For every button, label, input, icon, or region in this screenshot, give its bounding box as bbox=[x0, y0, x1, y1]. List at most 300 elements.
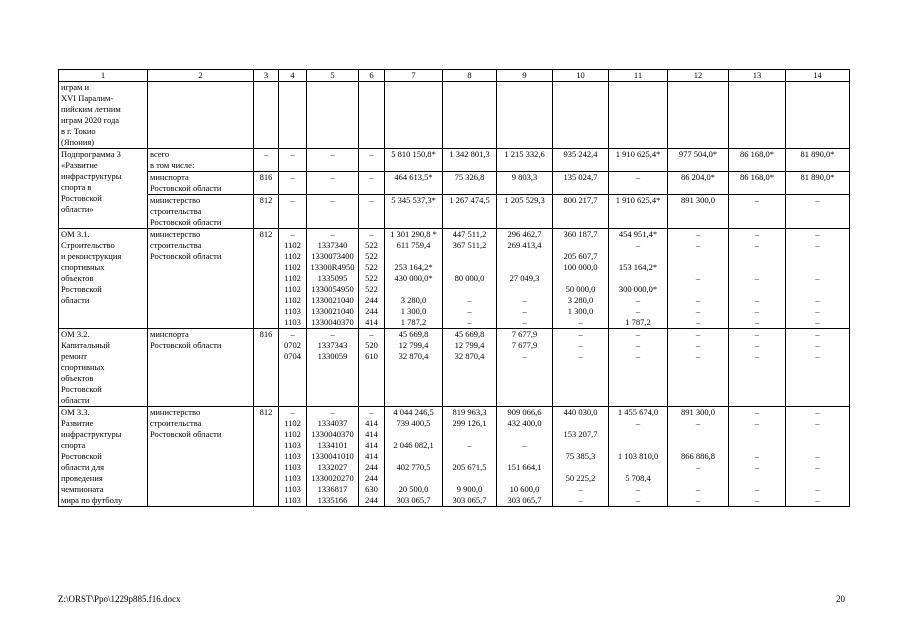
executor-cell bbox=[148, 229, 254, 329]
stacked-value: 13300R4950 bbox=[310, 262, 355, 272]
stacked-value: 414 bbox=[365, 317, 378, 327]
stacked-value: – bbox=[635, 418, 641, 428]
code-cell: 816 bbox=[254, 329, 279, 407]
stacked-value bbox=[731, 429, 783, 440]
stacked-value: 360 187,7 bbox=[563, 229, 598, 239]
stacked-value: – bbox=[754, 462, 760, 472]
stacked-value: 0702 bbox=[284, 340, 301, 350]
stacked-value: 4 044 246,5 bbox=[393, 407, 434, 417]
cell-line: ОМ 3.3. bbox=[61, 407, 90, 417]
stacked-value bbox=[555, 462, 606, 473]
program-name-cell bbox=[59, 329, 148, 407]
stacked-cell bbox=[359, 229, 385, 329]
stacked-value: – bbox=[635, 329, 641, 339]
table-row bbox=[59, 229, 850, 329]
value-cell: 1 267 474,5 bbox=[443, 195, 497, 229]
stacked-value bbox=[445, 451, 494, 462]
cell-line: XVI Паралим- bbox=[61, 93, 114, 103]
value-cell: 1 342 801,3 bbox=[443, 149, 497, 172]
stacked-value: 1102 bbox=[284, 418, 301, 428]
stacked-value: – bbox=[522, 306, 527, 316]
stacked-value bbox=[611, 251, 665, 262]
stacked-value: 75 385,3 bbox=[565, 451, 596, 461]
cell-line: Развитие bbox=[61, 418, 94, 428]
stacked-cell bbox=[385, 329, 443, 407]
value-cell: 81 890,0* bbox=[786, 149, 850, 172]
stacked-value: 299 126,1 bbox=[452, 418, 487, 428]
empty-cell bbox=[729, 82, 786, 149]
value-cell: 891 300,0 bbox=[668, 195, 729, 229]
cell-line: министерство bbox=[150, 229, 201, 239]
cell-line: мира по футболу bbox=[61, 495, 123, 505]
stacked-value: 1335166 bbox=[317, 495, 348, 505]
stacked-value: 300 000,0* bbox=[618, 284, 658, 294]
stacked-value: 1337340 bbox=[317, 240, 348, 250]
code-cell: – bbox=[279, 195, 307, 229]
stacked-value: 1 787,2 bbox=[400, 317, 427, 327]
cell-line: ОМ 3.2. bbox=[61, 329, 90, 339]
stacked-value: 414 bbox=[365, 440, 378, 450]
program-name-cell bbox=[59, 229, 148, 329]
stacked-value: 12 799,4 bbox=[454, 340, 485, 350]
stacked-value: – bbox=[754, 418, 760, 428]
stacked-value: 1 103 810,0 bbox=[617, 451, 659, 461]
stacked-value: 244 bbox=[365, 295, 378, 305]
code-cell: – bbox=[359, 195, 385, 229]
stacked-cell bbox=[359, 407, 385, 507]
stacked-value: – bbox=[754, 351, 760, 361]
stacked-value: 296 462,7 bbox=[507, 229, 542, 239]
stacked-value: 440 030,0 bbox=[563, 407, 598, 417]
value-cell: 81 890,0* bbox=[786, 172, 850, 195]
stacked-value: 432 400,0 bbox=[507, 418, 542, 428]
cell-line: спорта в bbox=[61, 182, 92, 192]
stacked-value: 45 669,8 bbox=[454, 329, 485, 339]
stacked-value: – bbox=[754, 306, 760, 316]
stacked-cell bbox=[609, 229, 668, 329]
stacked-cell bbox=[307, 229, 359, 329]
stacked-value: 1337343 bbox=[317, 340, 348, 350]
cell-line: играм 2020 года bbox=[61, 115, 120, 125]
cell-line: в г. Токио bbox=[61, 126, 96, 136]
table-row bbox=[59, 195, 850, 229]
stacked-cell bbox=[786, 229, 850, 329]
stacked-value: 244 bbox=[365, 495, 378, 505]
stacked-value: 522 bbox=[365, 240, 378, 250]
stacked-value bbox=[445, 262, 494, 273]
stacked-value: – bbox=[815, 462, 820, 472]
code-cell: 812 bbox=[254, 195, 279, 229]
stacked-value: – bbox=[290, 229, 295, 239]
stacked-value bbox=[731, 251, 783, 262]
stacked-value: – bbox=[695, 351, 701, 361]
stacked-value: 1 301 290,8 * bbox=[390, 229, 437, 239]
stacked-cell bbox=[729, 329, 786, 407]
page-number: 20 bbox=[836, 594, 845, 604]
cell-line: и реконструкция bbox=[61, 251, 122, 261]
stacked-value: 50 225,2 bbox=[565, 473, 596, 483]
stacked-value bbox=[788, 251, 847, 262]
stacked-value: – bbox=[815, 407, 820, 417]
empty-cell bbox=[609, 82, 668, 149]
stacked-value bbox=[611, 273, 665, 284]
empty-cell bbox=[148, 82, 254, 149]
stacked-value: – bbox=[754, 317, 760, 327]
stacked-value: – bbox=[815, 340, 820, 350]
cell-line: всего bbox=[150, 149, 170, 159]
stacked-value: – bbox=[635, 351, 641, 361]
code-cell: – bbox=[279, 172, 307, 195]
value-cell: 977 504,0* bbox=[668, 149, 729, 172]
header-cell: 3 bbox=[254, 70, 279, 82]
stacked-value: 414 bbox=[365, 451, 378, 461]
stacked-value: 80 000,0 bbox=[454, 273, 485, 283]
stacked-value: – bbox=[369, 407, 374, 417]
stacked-value: 32 870,4 bbox=[398, 351, 429, 361]
stacked-value bbox=[387, 251, 440, 262]
stacked-cell bbox=[786, 329, 850, 407]
stacked-value: 10 600,0 bbox=[509, 484, 540, 494]
stacked-value bbox=[731, 262, 783, 273]
cell-line: ОМ 3.1. bbox=[61, 229, 90, 239]
cell-line: Ростовской области bbox=[150, 429, 222, 439]
cell-line: Ростовской bbox=[61, 284, 102, 294]
stacked-value: 866 886,8 bbox=[681, 451, 715, 461]
stacked-value bbox=[555, 440, 606, 451]
cell-line: Ростовской bbox=[61, 451, 102, 461]
stacked-value bbox=[555, 240, 606, 251]
stacked-value: 1 787,2 bbox=[625, 317, 651, 327]
stacked-value: – bbox=[695, 340, 701, 350]
value-cell: 1 205 529,3 bbox=[497, 195, 553, 229]
stacked-value: 819 963,3 bbox=[452, 407, 487, 417]
cell-line: играм и bbox=[61, 82, 90, 92]
stacked-value: – bbox=[330, 329, 335, 339]
empty-cell bbox=[279, 82, 307, 149]
program-name-cell bbox=[59, 82, 148, 149]
stacked-value: 27 049,3 bbox=[509, 273, 540, 283]
stacked-value: 1102 bbox=[284, 284, 301, 294]
stacked-value: 1103 bbox=[284, 317, 301, 327]
stacked-cell bbox=[786, 407, 850, 507]
stacked-value: – bbox=[815, 229, 820, 239]
value-cell: 75 326,8 bbox=[443, 172, 497, 195]
stacked-value bbox=[445, 473, 494, 484]
stacked-cell bbox=[307, 329, 359, 407]
stacked-value: – bbox=[330, 229, 335, 239]
table-row bbox=[59, 329, 850, 407]
stacked-value: 891 300,0 bbox=[681, 407, 715, 417]
value-cell: 5 810 150,8* bbox=[385, 149, 443, 172]
value-cell: 5 345 537,3* bbox=[385, 195, 443, 229]
stacked-value: 244 bbox=[365, 462, 378, 472]
value-cell: – bbox=[786, 195, 850, 229]
stacked-cell bbox=[385, 229, 443, 329]
stacked-value bbox=[387, 429, 440, 440]
budget-table bbox=[58, 69, 850, 507]
stacked-cell bbox=[609, 329, 668, 407]
code-cell: – bbox=[359, 172, 385, 195]
stacked-value: 9 900,0 bbox=[456, 484, 483, 494]
stacked-value: 3 280,0 bbox=[400, 295, 427, 305]
value-cell: 1 910 625,4* bbox=[609, 195, 668, 229]
stacked-value: – bbox=[290, 407, 295, 417]
stacked-value: 0704 bbox=[284, 351, 301, 361]
stacked-value bbox=[670, 440, 726, 451]
cell-line: ремонт bbox=[61, 351, 87, 361]
cell-line: «Развитие bbox=[61, 160, 98, 170]
cell-line: области bbox=[61, 395, 90, 405]
header-cell: 13 bbox=[729, 70, 786, 82]
stacked-cell bbox=[668, 229, 729, 329]
stacked-value: – bbox=[754, 495, 760, 505]
stacked-value: 253 164,2* bbox=[394, 262, 433, 272]
stacked-value: – bbox=[695, 462, 701, 472]
stacked-value: 153 207,7 bbox=[563, 429, 598, 439]
stacked-value: 430 000,0* bbox=[394, 273, 433, 283]
executor-cell bbox=[148, 329, 254, 407]
cell-line: объектов bbox=[61, 373, 94, 383]
stacked-value: – bbox=[695, 329, 701, 339]
stacked-value: 1 300,0 bbox=[567, 306, 594, 316]
stacked-value: 32 870,4 bbox=[454, 351, 485, 361]
program-name-cell bbox=[59, 407, 148, 507]
cell-line: (Япония) bbox=[61, 137, 95, 147]
stacked-value: – bbox=[695, 484, 701, 494]
code-cell: – bbox=[307, 149, 359, 172]
header-cell: 1 bbox=[59, 70, 148, 82]
stacked-value: 610 bbox=[365, 351, 378, 361]
stacked-value: 522 bbox=[365, 262, 378, 272]
stacked-value: 1103 bbox=[284, 473, 301, 483]
stacked-cell bbox=[497, 329, 553, 407]
stacked-value: – bbox=[369, 329, 374, 339]
table-row bbox=[59, 407, 850, 507]
stacked-value bbox=[445, 251, 494, 262]
stacked-value: 1335095 bbox=[317, 273, 348, 283]
stacked-cell bbox=[668, 329, 729, 407]
value-cell: 86 204,0* bbox=[668, 172, 729, 195]
cell-line: объектов bbox=[61, 273, 94, 283]
stacked-value bbox=[788, 284, 847, 295]
stacked-value bbox=[499, 251, 550, 262]
stacked-value bbox=[731, 284, 783, 295]
code-cell: – bbox=[307, 172, 359, 195]
stacked-value bbox=[499, 262, 550, 273]
header-cell: 6 bbox=[359, 70, 385, 82]
stacked-value: – bbox=[695, 495, 701, 505]
header-cell: 7 bbox=[385, 70, 443, 82]
empty-cell bbox=[497, 82, 553, 149]
stacked-value: – bbox=[578, 317, 583, 327]
stacked-value: 1 455 674,0 bbox=[617, 407, 659, 417]
stacked-value bbox=[611, 429, 665, 440]
stacked-value: – bbox=[522, 295, 527, 305]
stacked-cell bbox=[443, 229, 497, 329]
stacked-value: 1102 bbox=[284, 262, 301, 272]
empty-cell bbox=[553, 82, 609, 149]
stacked-cell bbox=[609, 407, 668, 507]
stacked-value: – bbox=[754, 229, 760, 239]
stacked-value: 1330020270 bbox=[311, 473, 354, 483]
cell-line: спорта bbox=[61, 440, 86, 450]
stacked-value: – bbox=[695, 229, 701, 239]
stacked-value: – bbox=[578, 484, 583, 494]
stacked-value: – bbox=[695, 418, 701, 428]
stacked-value: – bbox=[695, 273, 701, 283]
stacked-value: – bbox=[815, 240, 820, 250]
file-path: Z:\ORST\Ppo\1229p885.f16.docx bbox=[58, 594, 181, 604]
stacked-value bbox=[387, 473, 440, 484]
stacked-value: – bbox=[815, 306, 820, 316]
stacked-value: 1103 bbox=[284, 306, 301, 316]
stacked-value: – bbox=[467, 295, 472, 305]
stacked-value: – bbox=[695, 295, 701, 305]
stacked-cell bbox=[279, 407, 307, 507]
stacked-value: 1334101 bbox=[317, 440, 348, 450]
stacked-value: – bbox=[635, 340, 641, 350]
stacked-value: – bbox=[695, 306, 701, 316]
cell-line: спортивных bbox=[61, 262, 105, 272]
stacked-value bbox=[499, 473, 550, 484]
cell-line: Ростовской области bbox=[150, 251, 222, 261]
stacked-value: – bbox=[522, 351, 527, 361]
stacked-value: – bbox=[635, 295, 641, 305]
stacked-value bbox=[788, 473, 847, 484]
stacked-value: – bbox=[815, 351, 820, 361]
cell-line: области bbox=[61, 295, 90, 305]
stacked-value: – bbox=[522, 440, 527, 450]
stacked-value: 45 669,8 bbox=[398, 329, 429, 339]
stacked-cell bbox=[385, 407, 443, 507]
stacked-cell bbox=[307, 407, 359, 507]
stacked-value: 611 759,4 bbox=[396, 240, 431, 250]
executor-cell bbox=[148, 195, 254, 229]
stacked-cell bbox=[729, 229, 786, 329]
stacked-value: 244 bbox=[365, 306, 378, 316]
header-cell: 8 bbox=[443, 70, 497, 82]
cell-line: Подпрограмма 3 bbox=[61, 149, 121, 159]
stacked-value: – bbox=[754, 407, 760, 417]
value-cell: 935 242,4 bbox=[553, 149, 609, 172]
stacked-value: – bbox=[635, 240, 641, 250]
cell-line: инфраструктуры bbox=[61, 429, 122, 439]
empty-cell bbox=[359, 82, 385, 149]
stacked-value bbox=[788, 429, 847, 440]
stacked-cell bbox=[553, 407, 609, 507]
cell-line: строительства bbox=[150, 206, 202, 216]
stacked-value bbox=[670, 251, 726, 262]
stacked-value bbox=[387, 451, 440, 462]
stacked-value: 630 bbox=[365, 484, 378, 494]
stacked-value: 1330041010 bbox=[311, 451, 354, 461]
stacked-value: – bbox=[635, 484, 641, 494]
stacked-value: – bbox=[754, 273, 760, 283]
stacked-value: 454 951,4* bbox=[618, 229, 658, 239]
stacked-value: 1102 bbox=[284, 295, 301, 305]
stacked-cell bbox=[497, 229, 553, 329]
table-row bbox=[59, 149, 850, 172]
table-body bbox=[59, 70, 850, 507]
stacked-value: – bbox=[754, 295, 760, 305]
cell-line: строительства bbox=[150, 418, 202, 428]
stacked-value: 2 046 082,1 bbox=[393, 440, 434, 450]
stacked-value: 1103 bbox=[284, 495, 301, 505]
stacked-value: 367 511,2 bbox=[452, 240, 487, 250]
code-cell: 816 bbox=[254, 172, 279, 195]
stacked-value: – bbox=[815, 484, 820, 494]
header-cell: 4 bbox=[279, 70, 307, 82]
stacked-value: 50 000,0 bbox=[565, 284, 596, 294]
code-cell: 812 bbox=[254, 229, 279, 329]
stacked-value: 402 770,5 bbox=[396, 462, 431, 472]
stacked-value: – bbox=[815, 317, 820, 327]
cell-line: пийским летним bbox=[61, 104, 121, 114]
document-page bbox=[58, 69, 850, 507]
stacked-value: 303 065,7 bbox=[452, 495, 487, 505]
stacked-value: – bbox=[754, 484, 760, 494]
stacked-value: – bbox=[369, 229, 374, 239]
value-cell: 1 215 332,6 bbox=[497, 149, 553, 172]
executor-cell bbox=[148, 149, 254, 172]
stacked-value: 269 413,4 bbox=[507, 240, 542, 250]
empty-cell bbox=[254, 82, 279, 149]
stacked-cell bbox=[553, 329, 609, 407]
stacked-value: – bbox=[522, 317, 527, 327]
stacked-value: 1336817 bbox=[317, 484, 348, 494]
stacked-value: 1103 bbox=[284, 440, 301, 450]
stacked-value bbox=[445, 429, 494, 440]
table-row bbox=[59, 82, 850, 149]
stacked-value: – bbox=[467, 306, 472, 316]
stacked-value: 522 bbox=[365, 284, 378, 294]
code-cell: – bbox=[307, 195, 359, 229]
stacked-value: 739 400,5 bbox=[396, 418, 431, 428]
stacked-value: – bbox=[290, 329, 295, 339]
cell-line: в том числе: bbox=[150, 160, 195, 170]
stacked-value bbox=[611, 440, 665, 451]
stacked-value: 1102 bbox=[284, 429, 301, 439]
value-cell: 1 910 625,4* bbox=[609, 149, 668, 172]
stacked-value: 1102 bbox=[284, 251, 301, 261]
cell-line: области для bbox=[61, 462, 105, 472]
stacked-value: 1330040370 bbox=[311, 429, 354, 439]
code-cell: – bbox=[254, 149, 279, 172]
stacked-value bbox=[555, 418, 606, 429]
stacked-value: 1 300,0 bbox=[400, 306, 427, 316]
stacked-cell bbox=[443, 407, 497, 507]
stacked-value: 5 708,4 bbox=[625, 473, 651, 483]
stacked-value: 1103 bbox=[284, 451, 301, 461]
stacked-cell bbox=[279, 229, 307, 329]
header-cell: 14 bbox=[786, 70, 850, 82]
code-cell: – bbox=[359, 149, 385, 172]
stacked-value: – bbox=[578, 351, 583, 361]
stacked-value: – bbox=[695, 317, 701, 327]
header-cell: 10 bbox=[553, 70, 609, 82]
header-row bbox=[59, 70, 850, 82]
stacked-value: – bbox=[754, 240, 760, 250]
executor-cell bbox=[148, 407, 254, 507]
code-cell: – bbox=[279, 149, 307, 172]
stacked-value bbox=[731, 440, 783, 451]
stacked-value: 1330040370 bbox=[311, 317, 354, 327]
cell-line: Строительство bbox=[61, 240, 115, 250]
stacked-value: – bbox=[467, 440, 472, 450]
header-cell: 5 bbox=[307, 70, 359, 82]
stacked-value bbox=[387, 284, 440, 295]
stacked-value: 1102 bbox=[284, 273, 301, 283]
